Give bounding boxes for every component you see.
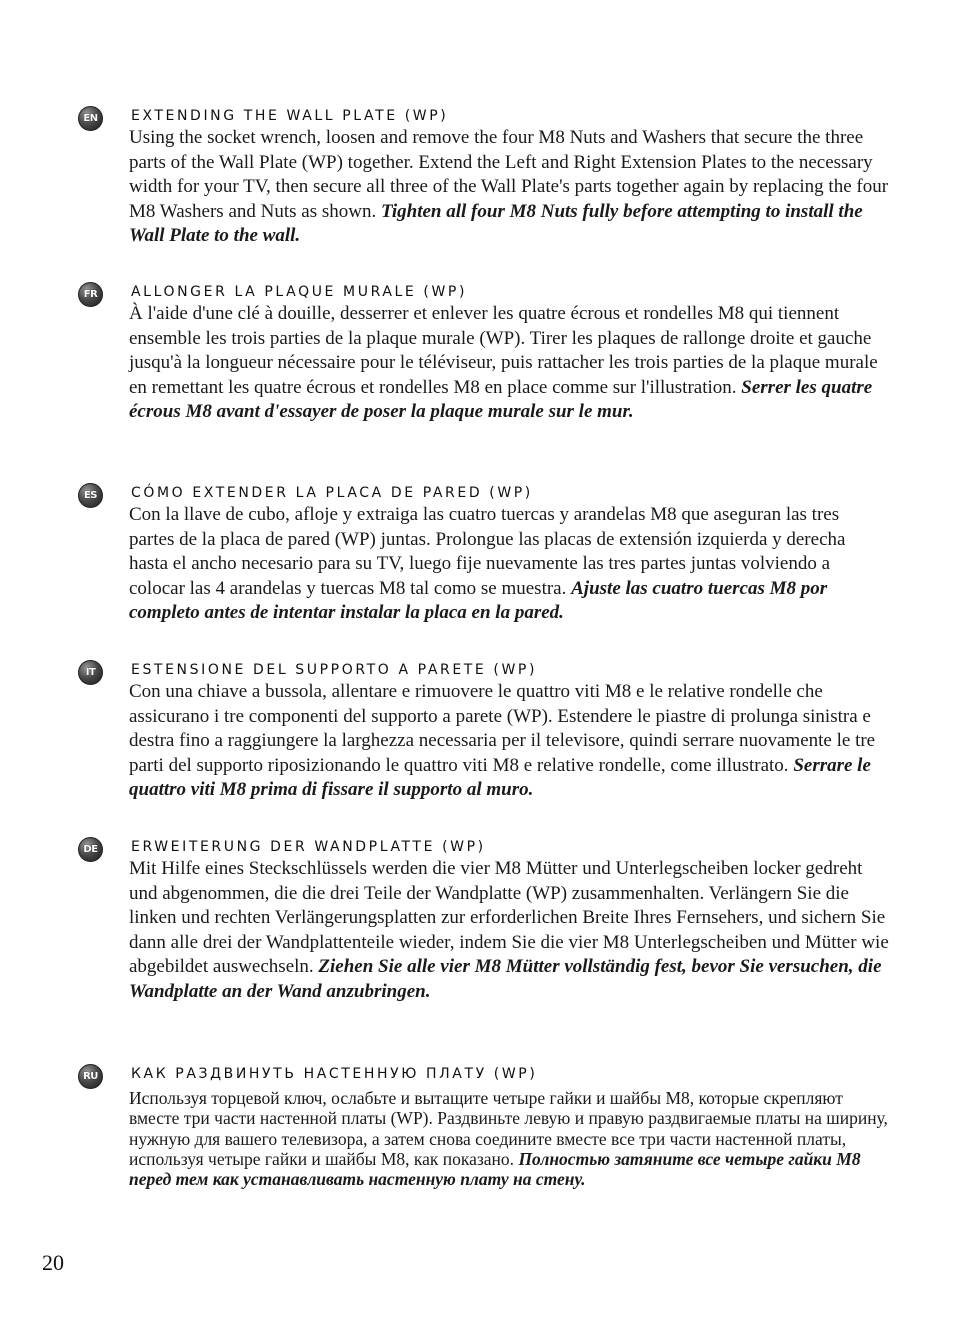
language-badge-es: ES: [78, 483, 103, 508]
language-badge-ru: RU: [78, 1064, 103, 1089]
section-heading-it: ESTENSIONE DEL SUPPORTO A PARETE (WP): [131, 662, 538, 678]
body-text-es: Con la llave de cubo, afloje y extraiga las cuatro tuercas y arandelas M8 que aseguran las tres partes de la placa de pared (WP) juntas. Prolongue las placas de extensión izquierda y derecha hasta el ancho necesario para su TV, luego fije nuevamente las tres partes juntas volviendo a colocar las 4 arandelas y tuercas M8 tal como se muestra.: [129, 504, 846, 599]
emphasis-text-es: Ajuste las cuatro tuercas M8 por completo antes de intentar instalar la placa en la pared.: [129, 577, 828, 624]
body-text-it: Con una chiave a bussola, allentare e rimuovere le quattro viti M8 e le relative rondelle che assicurano i tre componenti del supporto a parete (WP). Estendere le piastre di prolunga sinistra e destra fino a raggiungere la larghezza necessaria per il televisore, quindi serrare nuovamente le tre parti del supporto riposizionando le quattro viti M8 e relative rondelle, come illustrato.: [129, 681, 876, 776]
section-body-es: [129, 503, 889, 626]
page-number: 20: [42, 1250, 64, 1275]
body-text-en: Using the socket wrench, loosen and remove the four M8 Nuts and Washers that secure the three parts of the Wall Plate (WP) together. Extend the Left and Right Extension Plates to the necessary width for your TV, then secure all three of the Wall Plate's parts together again by replacing the four M8 Washers and Nuts as shown.: [129, 127, 889, 222]
section-body-en: [129, 126, 889, 249]
emphasis-text-ru: Полностью затяните все четыре гайки M8 перед тем как устанавливать настенную плату на стену.: [129, 1148, 861, 1190]
language-badge-de: DE: [78, 837, 103, 862]
section-body-de: [129, 857, 889, 1005]
section-heading-es: CÓMO EXTENDER LA PLACA DE PARED (WP): [131, 485, 533, 501]
body-text-fr: À l'aide d'une clé à douille, desserrer et enlever les quatre écrous et rondelles M8 qui tiennent ensemble les trois parties de la plaque murale (WP). Tirer les plaques de rallonge droite et gauche jusqu'à la longueur nécessaire pour le téléviseur, puis rattacher les trois parties de la plaque murale en remettant les quatre écrous et rondelles M8 en place comme sur l'illustration.: [129, 303, 878, 398]
language-badge-it: IT: [78, 660, 103, 685]
emphasis-text-de: Ziehen Sie alle vier M8 Mütter vollständig fest, bevor Sie versuchen, die Wandplatte an der Wand anzubringen.: [129, 956, 882, 1002]
section-body-it: [129, 680, 889, 803]
body-text-de: Mit Hilfe eines Steckschlüssels werden die vier M8 Mütter und Unterlegscheiben locker gedreht und abgenommen, die die drei Teile der Wandplatte (WP) zusammenhalten. Verlängern Sie die linken und rechten Verlängerungsplatten zur erforderlichen Breite Ihres Fernsehers, und sichern Sie dann alle drei der Wandplattenteile wieder, indem Sie die vier M8 Unterlegscheiben und Mütter wie abgebildet auswechseln.: [129, 858, 889, 978]
section-body-ru: [129, 1088, 889, 1189]
section-heading-fr: ALLONGER LA PLAQUE MURALE (WP): [131, 284, 468, 300]
language-badge-en: EN: [78, 106, 103, 131]
body-text-ru: Используя торцевой ключ, ослабьте и вытащите четыре гайки и шайбы M8, которые скрепляют вместе три части настенной платы (WP). Раздвиньте левую и правую раздвигаемые платы на ширину, нужную для вашего телевизора, а затем снова соедините вместе все три части настенной платы, используя четыре гайки и шайбы M8, как показано.: [129, 1088, 888, 1169]
emphasis-text-it: Serrare le quattro viti M8 prima di fissare il supporto al muro.: [129, 754, 871, 801]
section-body-fr: [129, 302, 889, 425]
emphasis-text-fr: Serrer les quatre écrous M8 avant d'essayer de poser la plaque murale sur le mur.: [129, 376, 873, 423]
section-heading-de: ERWEITERUNG DER WANDPLATTE (WP): [131, 839, 486, 855]
section-heading-ru: КАК РАЗДВИНУТЬ НАСТЕННУЮ ПЛАТУ (WP): [131, 1066, 538, 1082]
emphasis-text-en: Tighten all four M8 Nuts fully before attempting to install the Wall Plate to the wall.: [129, 200, 863, 247]
language-badge-fr: FR: [78, 282, 103, 307]
section-heading-en: EXTENDING THE WALL PLATE (WP): [131, 108, 449, 124]
